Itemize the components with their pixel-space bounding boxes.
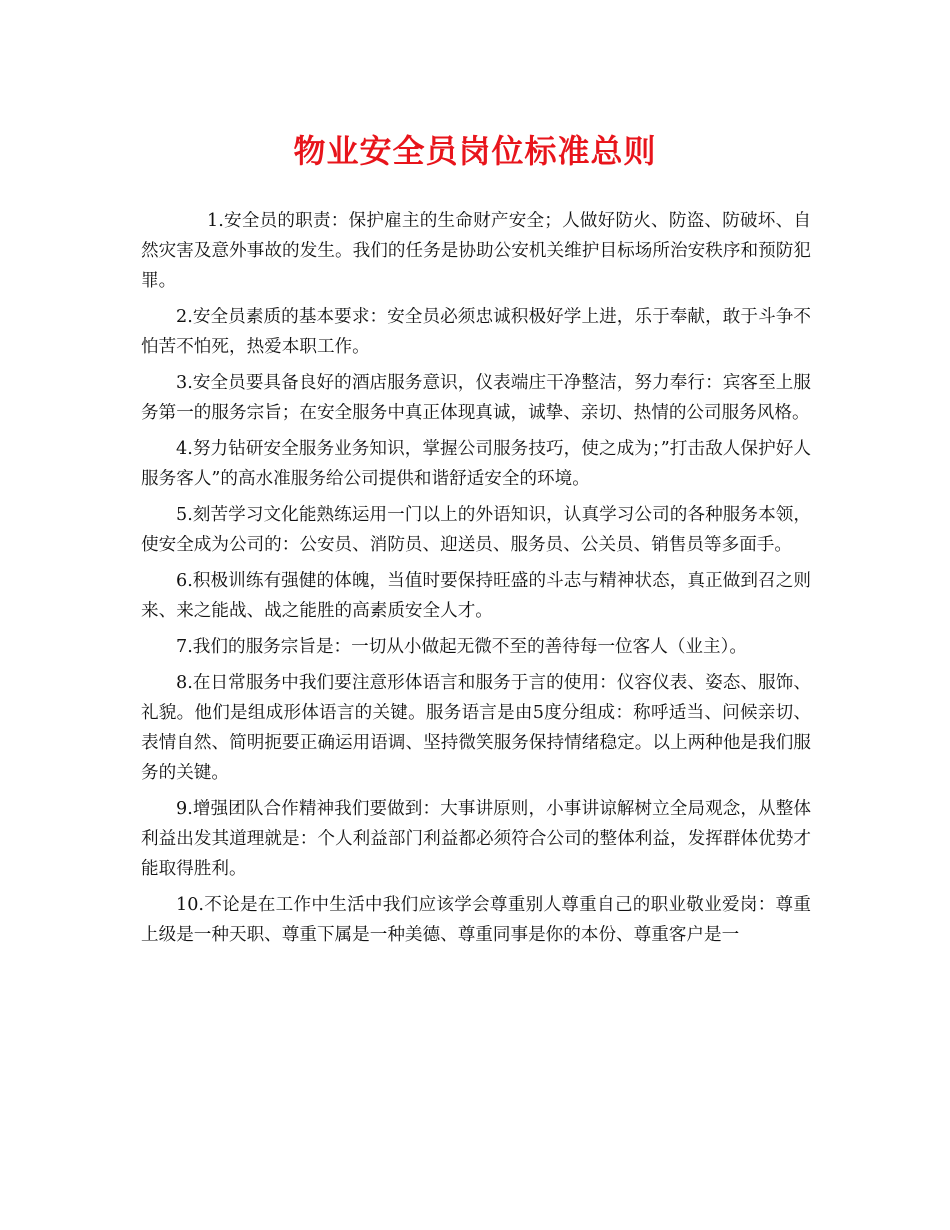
- paragraph-10: 10.不论是在工作中生活中我们应该学会尊重别人尊重自己的职业敬业爱岗：尊重上级是一种天职、尊重下属是一种美德、尊重同事是你的本份、尊重客户是一: [141, 895, 811, 945]
- paragraph-3: 3.安全员要具备良好的酒店服务意识，仪表端庄干净整洁，努力奉行：宾客至上服务第一的服务宗旨；在安全服务中真正体现真诚，诚挚、亲切、热情的公司服务风格。: [141, 373, 811, 423]
- paragraph-4: 4.努力钻研安全服务业务知识，掌握公司服务技巧，使之成为；”打击敌人保护好人服务客人”的高水准服务给公司提供和谐舒适安全的环境。: [141, 439, 811, 489]
- paragraph-6: 6.积极训练有强健的体魄，当值时要保持旺盛的斗志与精神状态，真正做到召之则来、来之能战、战之能胜的高素质安全人才。: [141, 571, 811, 621]
- paragraph-5: 5.刻苦学习文化能熟练运用一门以上的外语知识，认真学习公司的各种服务本领，使安全成为公司的：公安员、消防员、迎送员、服务员、公关员、销售员等多面手。: [141, 505, 811, 555]
- paragraph-7: 7.我们的服务宗旨是：一切从小做起无微不至的善待每一位客人（业主）。: [176, 637, 747, 657]
- document-body: [141, 206, 811, 956]
- paragraph-9: 9.增强团队合作精神我们要做到：大事讲原则，小事讲谅解树立全局观念，从整体利益出发其道理就是：个人利益部门利益都必须符合公司的整体利益，发挥群体优势才能取得胜利。: [141, 799, 811, 879]
- paragraph-8: 8.在日常服务中我们要注意形体语言和服务于言的使用：仪容仪表、姿态、服饰、礼貌。他们是组成形体语言的关键。服务语言是由5度分组成：称呼适当、问候亲切、表情自然、简明扼要正确运用语调、坚持微笑服务保持情绪稳定。以上两种他是我们服务的关键。: [141, 673, 811, 783]
- document-title: 物业安全员岗位标准总则: [293, 132, 657, 170]
- paragraph-2: 2.安全员素质的基本要求：安全员必须忠诚积极好学上进，乐于奉献，敢于斗争不怕苦不怕死，热爱本职工作。: [141, 307, 811, 357]
- paragraph-1: 1.安全员的职责：保护雇主的生命财产安全；人做好防火、防盗、防破坏、自然灾害及意外事故的发生。我们的任务是协助公安机关维护目标场所治安秩序和预防犯罪。: [141, 211, 811, 291]
